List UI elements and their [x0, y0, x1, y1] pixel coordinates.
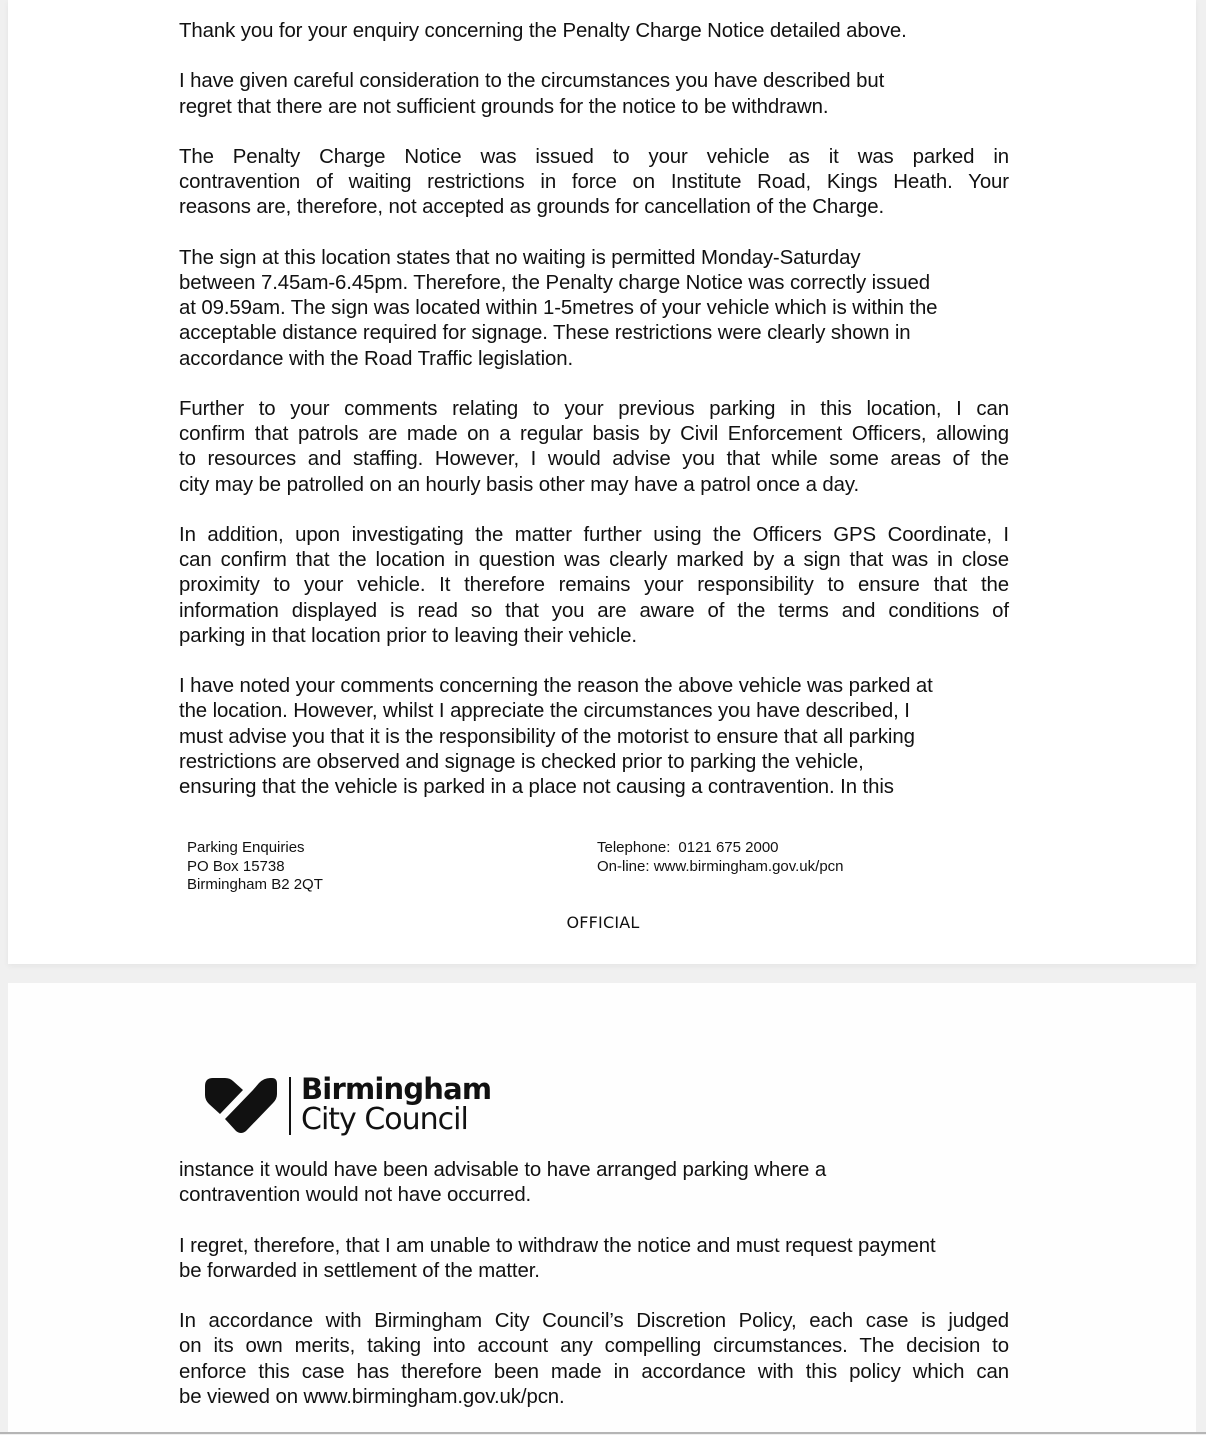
text-line: enforce this case has therefore been made in accordance with this policy which can — [179, 1360, 1009, 1383]
logo-line-city-council: City Council — [301, 1102, 468, 1137]
text-line: In addition, upon investigating the matter further using the Officers GPS Coordinate, I — [179, 523, 1009, 546]
footer-online — [597, 858, 844, 877]
text-line: to resources and staffing. However, I would advise you that while some areas of the — [179, 448, 1009, 471]
text-line: can confirm that the location in question was clearly marked by a sign that was in close — [179, 549, 1009, 572]
text-line: instance it would have been advisable to have arranged parking where a — [179, 1159, 827, 1181]
text-line: must advise you that it is the responsibility of the motorist to ensure that all parking — [179, 725, 915, 748]
text-line: confirm that patrols are made on a regular basis by Civil Enforcement Officers, allowing — [179, 423, 1009, 446]
text-line: regret that there are not sufficient grounds for the notice to be withdrawn. — [179, 95, 829, 118]
paragraph-issued-reason — [179, 145, 1009, 221]
text-line: The sign at this location states that no waiting is permitted Monday-Saturday — [179, 246, 861, 269]
text-line: the location. However, whilst I appreciate the circumstances you have described, I — [179, 700, 910, 723]
classification-label: OFFICIAL — [566, 913, 640, 932]
text-line: between 7.45am-6.45pm. Therefore, the Penalty charge Notice was correctly issued — [179, 271, 931, 294]
footer-telephone — [597, 839, 844, 858]
paragraph-payment-request — [179, 1234, 1009, 1284]
text-line: be viewed on www.birmingham.gov.uk/pcn. — [179, 1385, 565, 1408]
text-line: accordance with the Road Traffic legislation. — [179, 347, 574, 370]
text-line: I have noted your comments concerning the reason the above vehicle was parked at — [179, 675, 933, 698]
text-line: be forwarded in settlement of the matter. — [179, 1259, 540, 1282]
online-label: On-line: — [597, 857, 650, 875]
logo-wordmark — [301, 1072, 492, 1137]
text-line: The Penalty Charge Notice was issued to your vehicle as it was parked in — [179, 145, 1009, 168]
telephone-number: 0121 675 2000 — [678, 839, 779, 856]
paragraph-signage — [179, 246, 1009, 372]
text-line: acceptable distance required for signage. These restrictions were clearly shown in — [179, 322, 911, 345]
text-line: on its own merits, taking into account any compelling circumstances. The decision to — [179, 1335, 1009, 1358]
text-line: reasons are, therefore, not accepted as grounds for cancellation of the Charge. — [179, 196, 885, 219]
text-line: information displayed is read so that you are aware of the terms and conditions of — [179, 599, 1009, 622]
footer-address-line: Birmingham B2 2QT — [187, 876, 323, 893]
paragraph-advisable — [179, 1158, 1009, 1208]
footer-address — [187, 839, 323, 895]
text-line: proximity to your vehicle. It therefore remains your responsibility to ensure that the — [179, 574, 1009, 597]
logo-divider — [289, 1077, 291, 1135]
paragraph-motorist-responsibility — [179, 674, 1009, 800]
telephone-label: Telephone: — [597, 839, 671, 856]
text-line: city may be patrolled on an hourly basis other may have a patrol once a day. — [179, 473, 860, 496]
paragraph-discretion-policy — [179, 1309, 1009, 1410]
letter-body-page-2 — [179, 1158, 1009, 1435]
footer-address-line: PO Box 15738 — [187, 857, 285, 875]
footer-address-line: Parking Enquiries — [187, 839, 305, 856]
text-line: Further to your comments relating to your previous parking in this location, I can — [179, 397, 1009, 420]
heart-icon — [203, 1076, 279, 1136]
paragraph-thanks — [179, 19, 1009, 44]
paragraph-gps — [179, 523, 1009, 649]
text-line: Thank you for your enquiry concerning the Penalty Charge Notice detailed above. — [179, 20, 907, 42]
text-line: I have given careful consideration to the circumstances you have described but — [179, 70, 885, 93]
paragraph-consideration — [179, 69, 1009, 119]
logo-line-birmingham: Birmingham — [301, 1072, 492, 1106]
text-line: contravention would not have occurred. — [179, 1184, 532, 1207]
text-line: In accordance with Birmingham City Council’s Discretion Policy, each case is judged — [179, 1310, 1009, 1333]
text-line: I regret, therefore, that I am unable to withdraw the notice and must request payment — [179, 1234, 936, 1257]
text-line: at 09.59am. The sign was located within 1-5metres of your vehicle which is within the — [179, 297, 938, 320]
text-line: contravention of waiting restrictions in force on Institute Road, Kings Heath. Your — [179, 171, 1009, 194]
text-line: restrictions are observed and signage is checked prior to parking the vehicle, — [179, 750, 864, 773]
council-logo — [203, 1074, 491, 1138]
text-line: ensuring that the vehicle is parked in a place not causing a contravention. In this — [179, 776, 894, 798]
online-url: www.birmingham.gov.uk/pcn — [653, 857, 844, 875]
paragraph-patrols — [179, 397, 1009, 498]
letter-body-page-1 — [179, 19, 1009, 825]
text-line: parking in that location prior to leaving their vehicle. — [179, 624, 637, 647]
footer-contact — [597, 839, 844, 876]
